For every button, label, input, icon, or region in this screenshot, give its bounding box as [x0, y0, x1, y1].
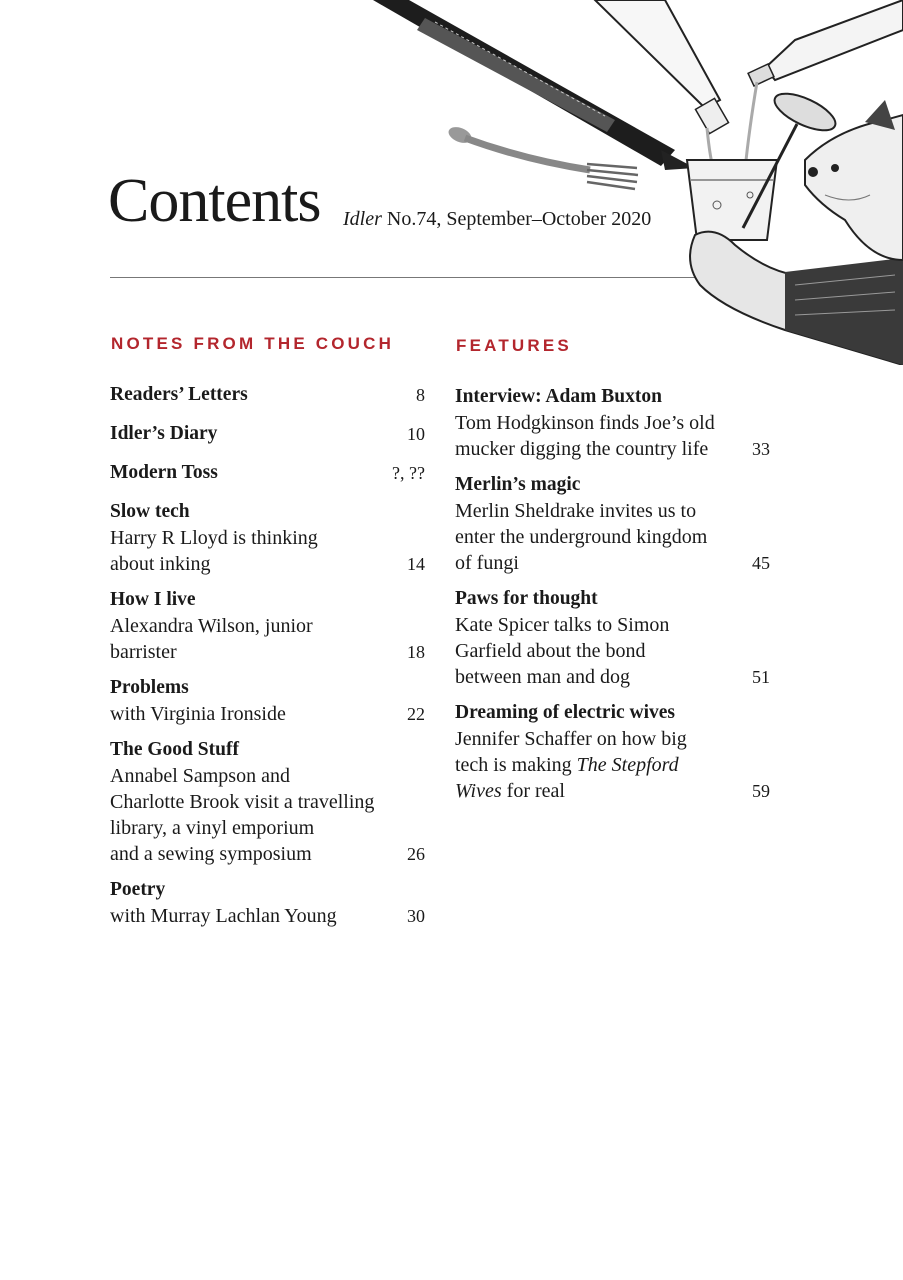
hand-icon [690, 232, 903, 365]
toc-entry[interactable] [455, 472, 770, 576]
page-number: 18 [407, 642, 425, 662]
entry-title: Slow tech [110, 501, 190, 522]
toc-entry[interactable] [110, 499, 425, 577]
page-number: 45 [752, 553, 770, 573]
entry-description-line [455, 752, 770, 778]
page-title: Contents [108, 167, 321, 235]
bottle-icon-2 [748, 0, 903, 86]
entry-description: Charlotte Brook visit a travelling [110, 791, 375, 813]
page-number: 30 [407, 906, 425, 926]
entry-description: with Virginia Ironside [110, 703, 286, 725]
glass-icon [687, 160, 777, 240]
entry-description: mucker digging the country life [455, 438, 709, 460]
entry-description: Tom Hodgkinson finds Joe’s old [455, 412, 715, 434]
page-number: ?, ?? [392, 463, 425, 483]
entry-title: Paws for thought [455, 588, 598, 609]
page-number: 8 [416, 385, 425, 405]
page-number: 33 [752, 439, 770, 459]
entry-title: Idler’s Diary [110, 423, 218, 444]
entry-title: The Good Stuff [110, 739, 239, 760]
issue-details: No.74, September–October 2020 [381, 208, 652, 230]
entry-title: Readers’ Letters [110, 384, 248, 405]
entry-description-line [455, 778, 565, 804]
entry-description: with Murray Lachlan Young [110, 905, 337, 927]
section-heading-notes: NOTES FROM THE COUCH [111, 334, 395, 353]
entry-description: Garfield about the bond [455, 640, 646, 662]
entry-description: Harry R Lloyd is thinking [110, 527, 318, 549]
entry-description: barrister [110, 641, 177, 663]
entry-description: about inking [110, 553, 211, 575]
toc-entry[interactable] [455, 700, 770, 804]
toc-entry[interactable] [110, 421, 425, 447]
entry-title: Problems [110, 677, 189, 698]
entry-title: Poetry [110, 879, 166, 900]
toc-entry[interactable] [455, 586, 770, 690]
book-title: Wives [455, 780, 502, 802]
entry-title: Dreaming of electric wives [455, 702, 676, 723]
entry-description: tech is making [455, 754, 577, 776]
toc-entry[interactable] [110, 382, 425, 408]
entry-description: and a sewing symposium [110, 843, 312, 865]
entry-title: Merlin’s magic [455, 474, 581, 495]
section-heading-features: FEATURES [456, 336, 572, 355]
toc-entry[interactable] [455, 384, 770, 462]
entry-description: Jennifer Schaffer on how big [455, 728, 687, 750]
entry-title: Interview: Adam Buxton [455, 386, 662, 407]
entry-description: of fungi [455, 552, 519, 574]
entry-description: Kate Spicer talks to Simon [455, 614, 670, 636]
page-number: 26 [407, 844, 425, 864]
entry-description: for real [506, 780, 565, 802]
entry-description: enter the underground kingdom [455, 526, 708, 548]
toc-entry[interactable] [110, 737, 425, 867]
entry-title: How I live [110, 589, 196, 610]
magazine-name: Idler [343, 208, 382, 230]
right-column [455, 384, 770, 804]
toc-entry[interactable] [110, 877, 425, 929]
entry-description: Annabel Sampson and [110, 765, 290, 787]
page-number: 10 [407, 424, 425, 444]
page-number: 22 [407, 704, 425, 724]
entry-description: between man and dog [455, 666, 630, 688]
entry-description: library, a vinyl emporium [110, 817, 315, 839]
toc-entry[interactable] [110, 460, 425, 486]
left-column [110, 382, 425, 929]
bottle-icon [595, 0, 729, 134]
toc-entry[interactable] [110, 587, 425, 665]
entry-description: Merlin Sheldrake invites us to [455, 500, 697, 522]
toc-entry[interactable] [110, 675, 425, 727]
engraving-pen-fork-bottles-glass-hand-dog-icon [365, 0, 903, 365]
entry-title: Modern Toss [110, 462, 218, 483]
book-title: The Stepford [576, 754, 679, 776]
page-number: 14 [407, 554, 425, 574]
entry-description: Alexandra Wilson, junior [110, 615, 313, 637]
page-number: 51 [752, 667, 770, 687]
page-number: 59 [752, 781, 770, 801]
